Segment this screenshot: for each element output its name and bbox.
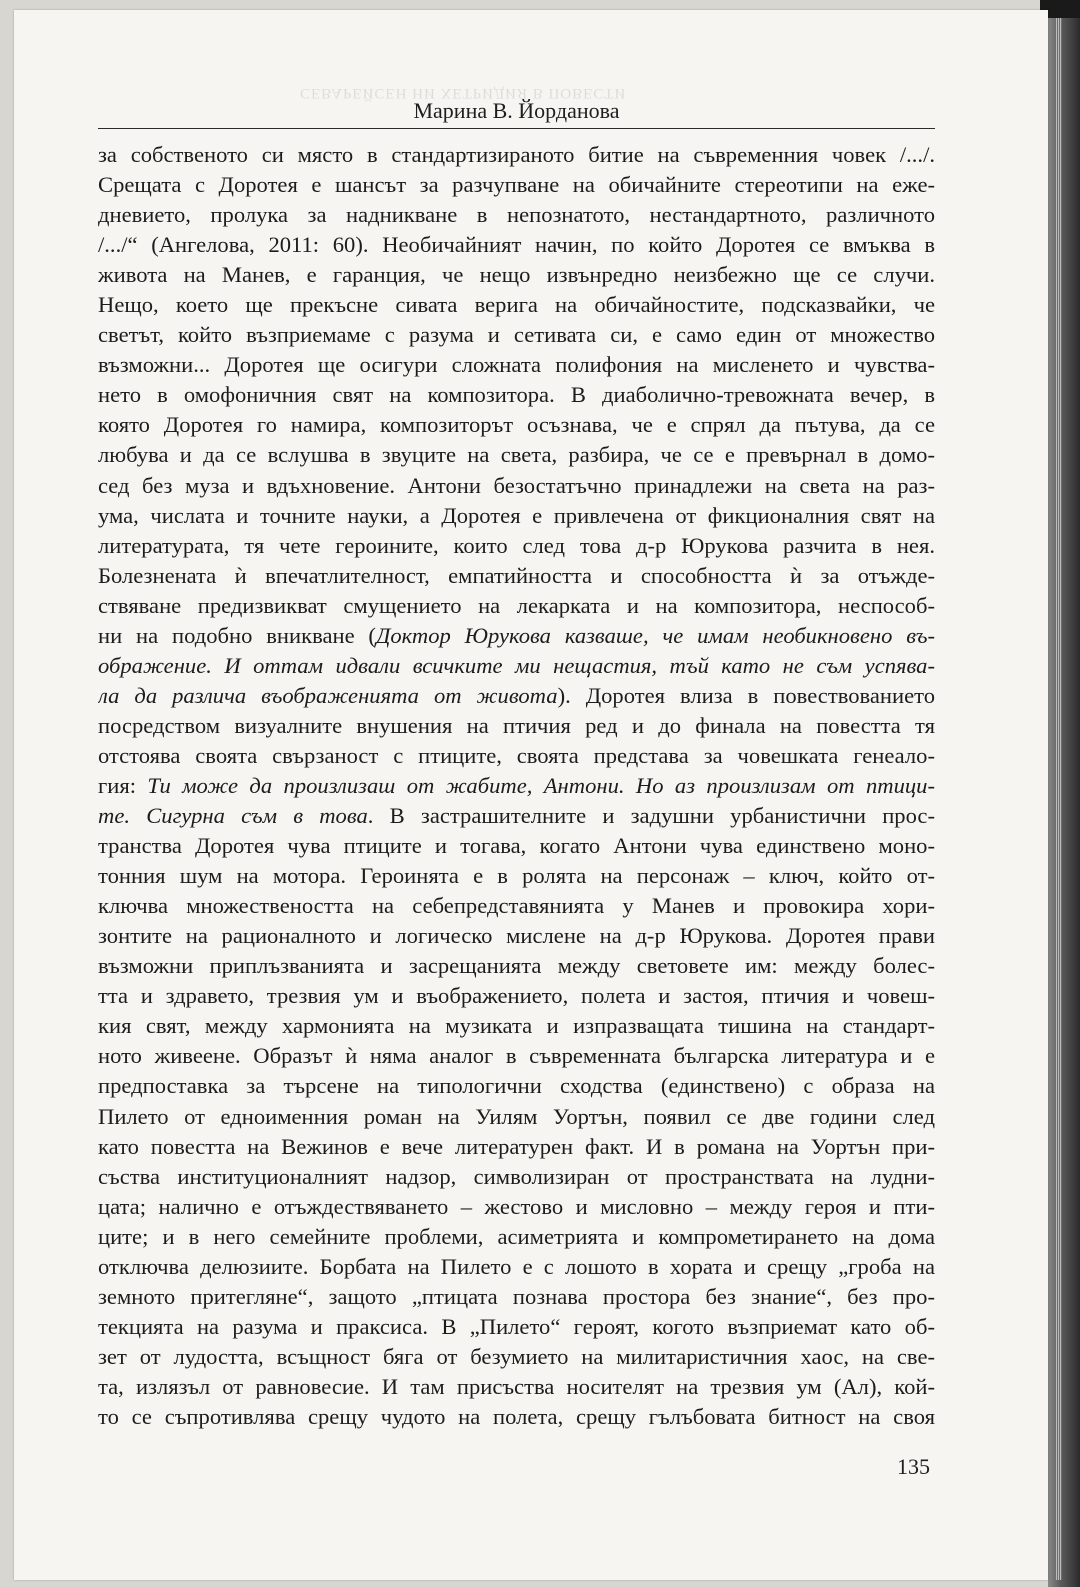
text-segment: ума, числата и точните науки, а Доротея е привлечена от фикционалния свят на <box>98 502 935 528</box>
text-line <box>98 741 935 771</box>
text-segment: за собственото си място в стандартизираното битие на съвременния човек /.../. <box>98 142 935 167</box>
italic-quote: те. Сигурна съм в това <box>98 803 368 829</box>
text-segment: ците; и в него семейните проблеми, асиметрията и компрометирането на дома <box>98 1223 935 1249</box>
text-line <box>98 1402 935 1432</box>
text-line <box>98 1372 935 1402</box>
text-line <box>98 1011 935 1041</box>
text-segment: нето в омофоничния свят на композитора. В диаболично-тревожната вечер, в <box>98 382 935 408</box>
text-line <box>98 380 935 410</box>
text-segment: /.../“ (Ангелова, 2011: 60). Необичайният начин, по който Доротея се вмъква в <box>98 232 935 258</box>
text-line <box>98 1282 935 1312</box>
text-segment: посредством визуалните внушения на птичия ред и до финала на повестта тя <box>98 712 935 738</box>
text-segment: Болезнената ѝ впечатлителност, емпатийността и способността ѝ за отъжде- <box>98 562 935 588</box>
text-line <box>98 1222 935 1252</box>
text-line <box>98 471 935 501</box>
text-line <box>98 771 935 801</box>
text-line <box>98 1312 935 1342</box>
text-segment: транства Доротея чува птиците и тогава, когато Антони чува единствено моно- <box>98 833 935 859</box>
text-line <box>98 861 935 891</box>
book-page-edge <box>1048 0 1080 1587</box>
text-line <box>98 801 935 831</box>
text-line <box>98 621 935 651</box>
text-line <box>98 290 935 320</box>
italic-quote: ображение. И оттам идвали всичките ми нещастия, тъй като не съм успява- <box>98 652 935 678</box>
text-segment: Пилето от едноименния роман на Уилям Уортън, появил се две години след <box>98 1103 935 1129</box>
text-line <box>98 410 935 440</box>
text-segment: гия: <box>98 772 148 798</box>
text-segment: светът, който възприемаме с разума и сетивата си, е само един от множество <box>98 322 935 348</box>
text-segment: зет от лудостта, всъщност бяга от безумието на милитаристичния хаос, на све- <box>98 1343 935 1369</box>
text-line <box>98 170 935 200</box>
text-line <box>98 1132 935 1162</box>
text-segment: кия свят, между хармонията на музиката и изпразващата тишина на стандарт- <box>98 1013 935 1039</box>
text-line <box>98 831 935 861</box>
text-line <box>98 501 935 531</box>
text-segment: съства институционалният надзор, символизиран от пространствата на лудни- <box>98 1163 935 1189</box>
text-segment: тонния шум на мотора. Героинята е в ролята на персонаж – ключ, който от- <box>98 863 935 889</box>
page-number: 135 <box>897 1454 930 1479</box>
text-line <box>98 260 935 290</box>
text-line <box>98 921 935 951</box>
text-line <box>98 440 935 470</box>
text-segment: дневието, пролука за надникване в непознатото, нестандартното, различното <box>98 202 935 228</box>
text-line <box>98 531 935 561</box>
text-line <box>98 711 935 741</box>
text-segment: Срещата с Доротея е шансът за разчупване на обичайните стереотипи на еже- <box>98 172 935 198</box>
text-line <box>98 1162 935 1192</box>
text-segment: отключва делюзиите. Борбата на Пилето е с лошото в хората и срещу „гроба на <box>98 1253 935 1279</box>
text-line <box>98 230 935 260</box>
text-segment: възможни приплъзванията и засрещанията между световете им: между болес- <box>98 953 935 979</box>
italic-quote: Ти може да произлизаш от жабите, Антони. Но аз произлизам от птици- <box>147 772 935 798</box>
text-line <box>98 1342 935 1372</box>
text-segment: тта и здравето, трезвия ум и въображението, полета и застоя, птичия и човеш- <box>98 983 935 1009</box>
text-line <box>98 651 935 681</box>
text-segment: възможни... Доротея ще осигури сложната полифония на мисленето и чувства- <box>98 352 935 378</box>
text-segment: Нещо, което ще прекъсне сивата верига на обичайностите, подсказвайки, че <box>98 292 935 318</box>
body-text <box>98 140 935 1432</box>
text-segment: то се съпротивлява срещу чудото на полета, срещу гълъбовата битност на своя <box>98 1403 935 1429</box>
text-line <box>98 200 935 230</box>
text-segment: ). Доротея влиза в повествованието <box>557 682 935 708</box>
text-segment: текцията на разума и праксиса. В „Пилето“ героят, когото възприемат като об- <box>98 1313 935 1339</box>
text-segment: като повестта на Вежинов е вече литературен факт. И в романа на Уортън при- <box>98 1133 935 1159</box>
text-segment: която Доротея го намира, композиторът осъзнава, че е спрял да пътува, да се <box>98 412 935 438</box>
text-segment: ни на подобно вникване ( <box>98 622 376 648</box>
text-line <box>98 951 935 981</box>
text-segment: ното живеене. Образът ѝ няма аналог в съвременната българска литература и е <box>98 1043 935 1069</box>
text-segment: любува и да се вслушва в звуците на света, разбира, че се е превърнал в домо- <box>98 442 935 468</box>
text-segment: . В застрашителните и задушни урбанистични прос- <box>367 803 935 829</box>
text-line <box>98 140 935 170</box>
text-segment: ствяване предизвикват смущението на лекарката и на композитора, неспособ- <box>98 592 935 618</box>
text-segment: предпоставка за търсене на типологични сходства (единствено) с образа на <box>98 1073 935 1099</box>
text-line <box>98 1102 935 1132</box>
text-segment: сед без муза и вдъхновение. Антони безостатъчно принадлежи на света на раз- <box>98 472 935 498</box>
text-line <box>98 561 935 591</box>
text-segment: отстоява своята свързаност с птиците, своята представа за човешката генеало- <box>98 742 935 768</box>
text-segment: зонтите на рационалното и логическо мислене на д-р Юрукова. Доротея прави <box>98 923 935 949</box>
text-line <box>98 1071 935 1101</box>
text-segment: цата; налично е отъждествяването – жестово и мисловно – между героя и пти- <box>98 1193 935 1219</box>
text-line <box>98 591 935 621</box>
bleed-through-text: СЕВАРЕЙСЕН НИ ХЕТРИДИЯ В ПОВЕСТИ <box>300 85 627 101</box>
text-line <box>98 320 935 350</box>
text-line <box>98 350 935 380</box>
book-page-edge-lines <box>1056 10 1062 1580</box>
text-line <box>98 1252 935 1282</box>
text-segment: ключва множествеността на себепредставянията у Манев и провокира хори- <box>98 893 935 919</box>
text-line <box>98 1192 935 1222</box>
text-segment: та, излязъл от равновесие. И там присъства носителят на трезвия ум (Ал), кой- <box>98 1373 935 1399</box>
running-header: Марина В. Йорданова <box>98 94 935 129</box>
text-line <box>98 1041 935 1071</box>
text-segment: литературата, тя чете героините, които след това д-р Юрукова разчита в нея. <box>98 532 935 558</box>
text-segment: живота на Манев, е гаранция, че нещо извънредно неизбежно ще се случи. <box>98 262 935 288</box>
text-line <box>98 981 935 1011</box>
italic-quote: ла да различа въображенията от живота <box>98 682 558 708</box>
text-line <box>98 891 935 921</box>
italic-quote: Доктор Юрукова казваше, че имам необикновено въ- <box>375 622 935 648</box>
text-line <box>98 681 935 711</box>
text-segment: земното притегляне“, защото „птицата познава простора без знание“, без про- <box>98 1283 935 1309</box>
